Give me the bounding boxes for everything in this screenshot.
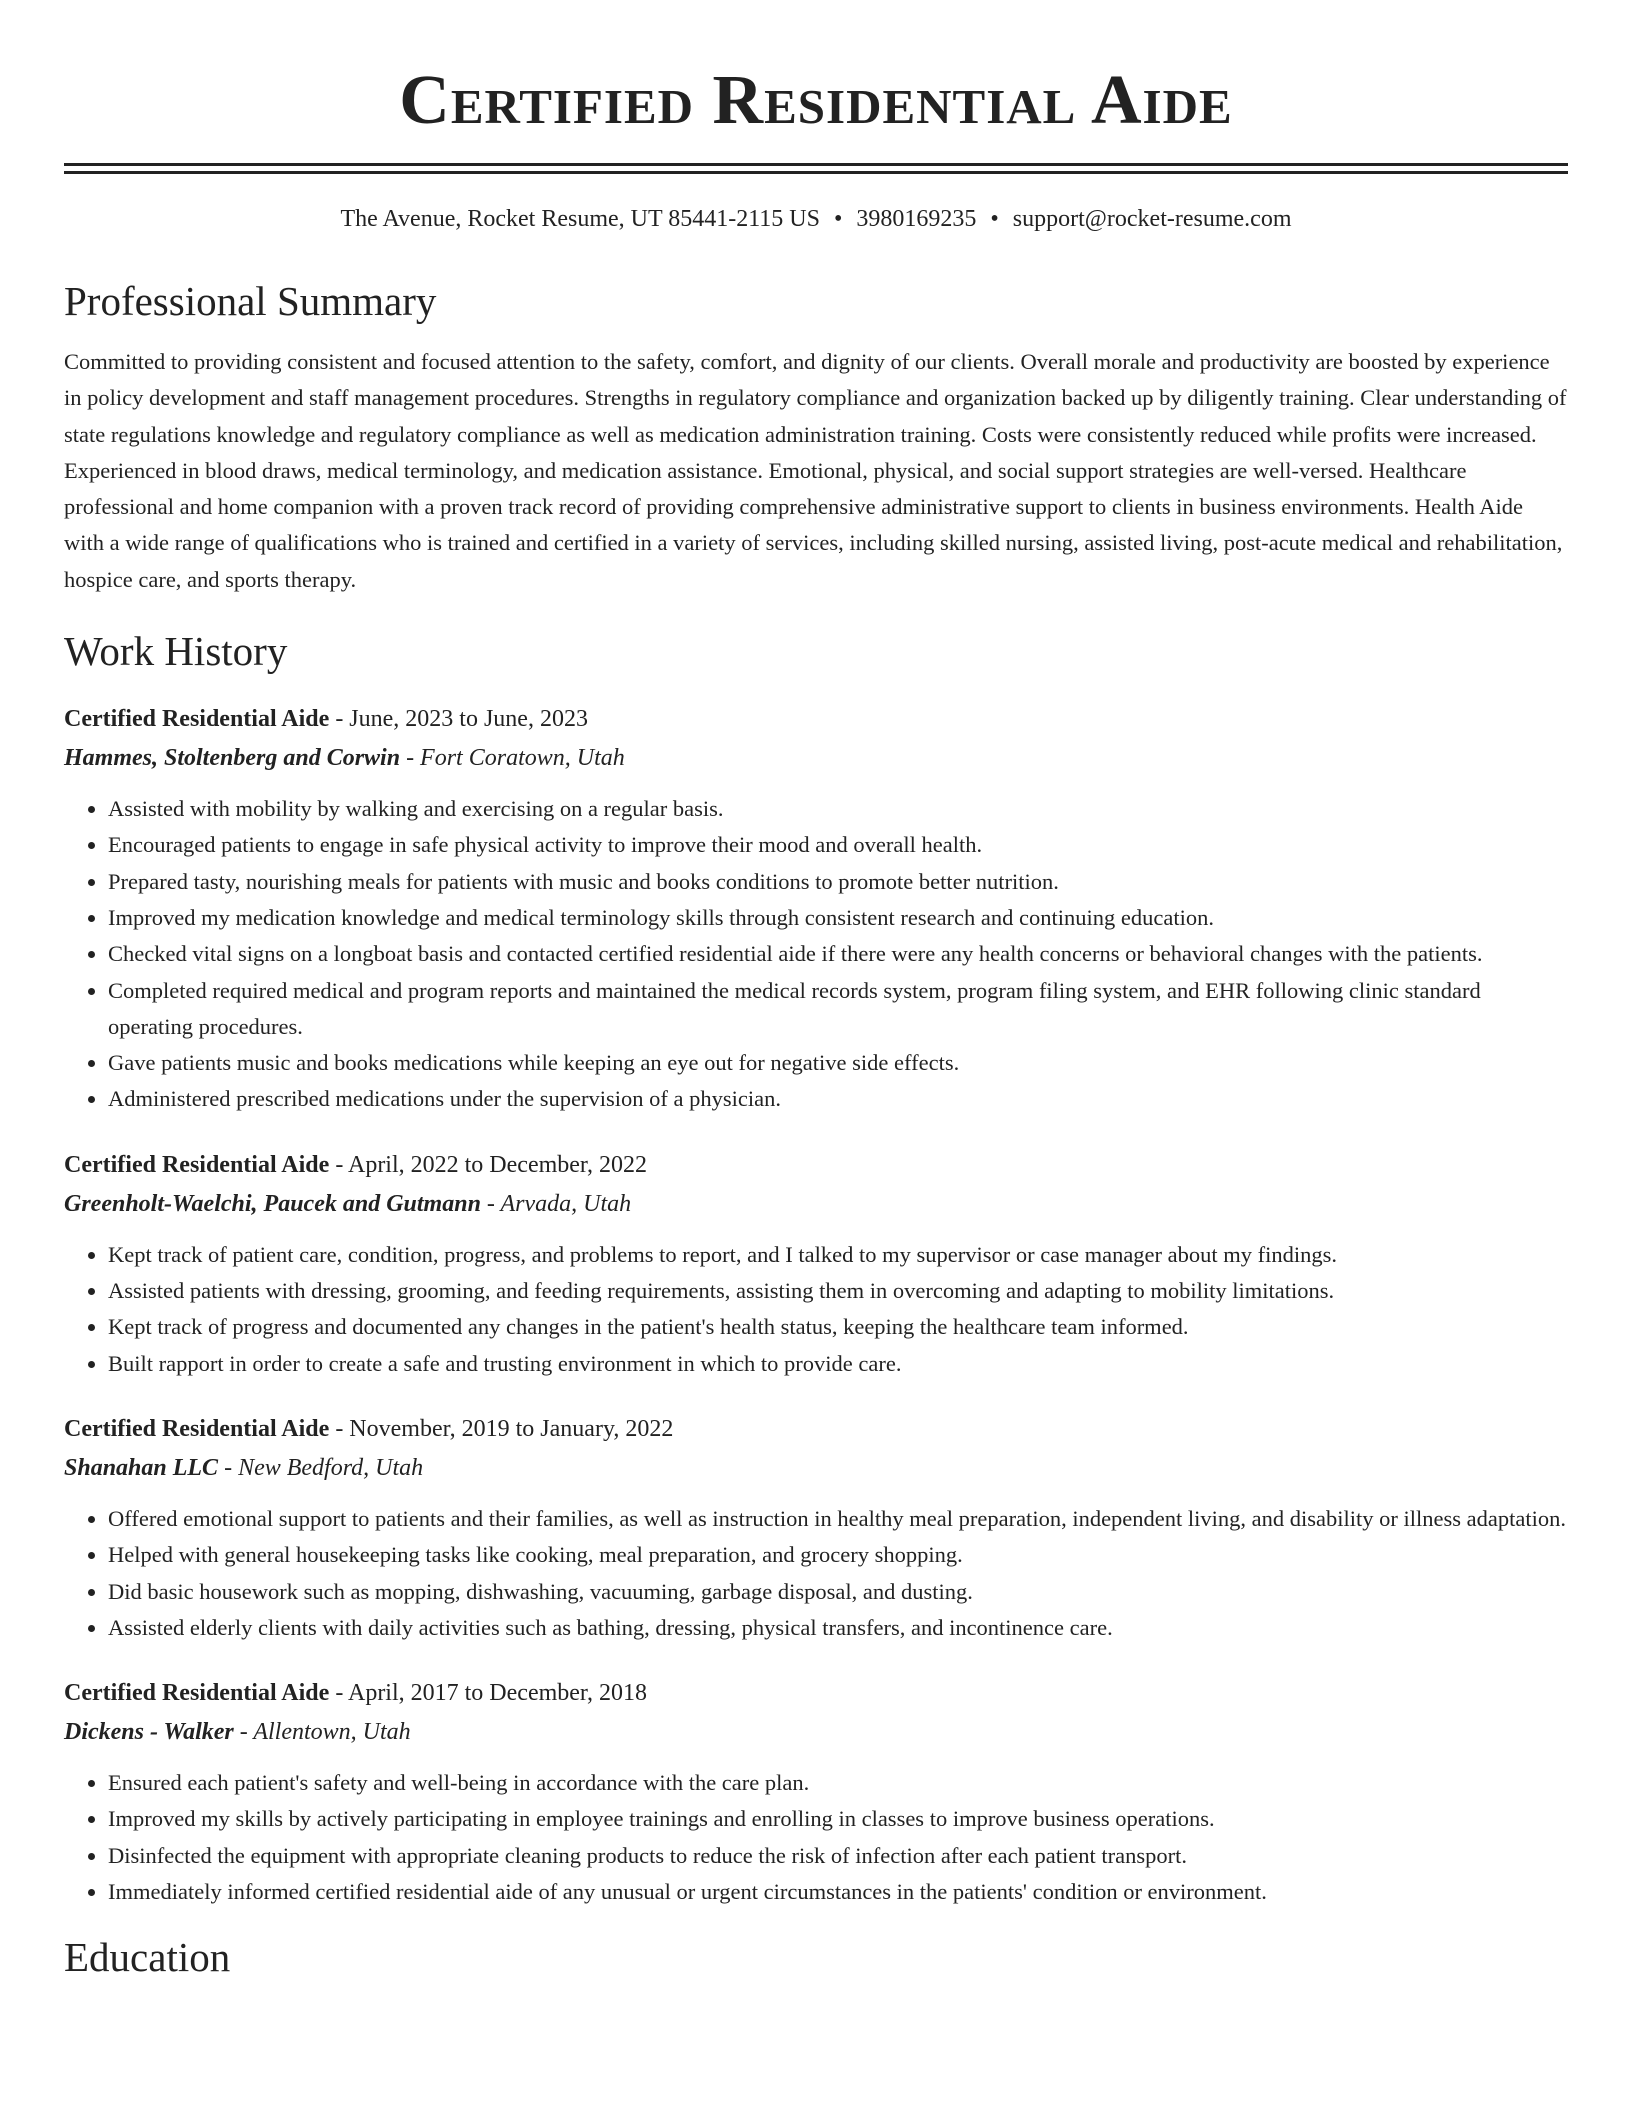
resume-page — [64, 0, 1568, 1982]
job-bullet: • Built rapport in order to create a safe and trusting environment in which to provide care. — [108, 1346, 1568, 1382]
job-bullet: • Ensured each patient's safety and well-being in accordance with the care plan. — [108, 1765, 1568, 1801]
job-bullet: • Kept track of patient care, condition, progress, and problems to report, and I talked to my supervisor or case manager about my findings. — [108, 1237, 1568, 1273]
job-bullets — [64, 1501, 1568, 1646]
job-entry — [64, 1410, 1568, 1646]
summary-heading: Professional Summary — [64, 278, 437, 324]
job-bullets — [64, 1765, 1568, 1910]
job-title: Certified Residential Aide — [64, 1415, 330, 1442]
job-employer — [64, 1713, 1568, 1751]
job-header — [64, 1674, 1568, 1712]
header-double-rule — [64, 163, 1568, 174]
job-dates: - June, 2023 to June, 2023 — [329, 706, 588, 733]
job-bullet: • Assisted patients with dressing, grooming, and feeding requirements, assisting them in overcoming and adapting to mobility limitations. — [108, 1273, 1568, 1309]
job-bullet: • Assisted elderly clients with daily activities such as bathing, dressing, physical transfers, and incontinence care. — [108, 1610, 1568, 1646]
job-company: Greenholt-Waelchi, Paucek and Gutmann — [64, 1190, 481, 1217]
job-bullet: • Disinfected the equipment with appropriate cleaning products to reduce the risk of infection after each patient transport. — [108, 1838, 1568, 1874]
job-bullets — [64, 791, 1568, 1118]
job-bullet: • Gave patients music and books medications while keeping an eye out for negative side effects. — [108, 1045, 1568, 1081]
contact-email[interactable]: support@rocket-resume.com — [1012, 206, 1292, 232]
job-title: Certified Residential Aide — [64, 1680, 330, 1707]
job-bullets — [64, 1237, 1568, 1382]
job-header — [64, 1146, 1568, 1184]
job-bullet: • Improved my skills by actively participating in employee trainings and enrolling in classes to improve business operations. — [108, 1801, 1568, 1837]
job-bullet: • Improved my medication knowledge and medical terminology skills through consistent research and continuing education. — [108, 900, 1568, 936]
contact-separator: • — [833, 206, 843, 232]
job-entry — [64, 1674, 1568, 1910]
job-header — [64, 700, 1568, 738]
job-bullet: • Assisted with mobility by walking and exercising on a regular basis. — [108, 791, 1568, 827]
job-employer — [64, 1449, 1568, 1487]
job-bullet: • Immediately informed certified residential aide of any unusual or urgent circumstances in the patients' condition or environment. — [108, 1874, 1568, 1910]
job-dates: - November, 2019 to January, 2022 — [329, 1415, 674, 1442]
job-company: Hammes, Stoltenberg and Corwin — [64, 745, 401, 772]
job-location: - Allentown, Utah — [233, 1719, 411, 1746]
job-bullet: • Administered prescribed medications under the supervision of a physician. — [108, 1081, 1568, 1117]
job-bullet: • Did basic housework such as mopping, dishwashing, vacuuming, garbage disposal, and dusting. — [108, 1574, 1568, 1610]
job-entry — [64, 1146, 1568, 1382]
job-location: - Arvada, Utah — [480, 1190, 632, 1217]
job-dates: - April, 2022 to December, 2022 — [329, 1151, 647, 1178]
job-bullet: • Offered emotional support to patients and their families, as well as instruction in healthy meal preparation, independent living, and disability or illness adaptation. — [108, 1501, 1568, 1537]
job-bullet: • Completed required medical and program reports and maintained the medical records system, program filing system, and EHR following clinic standard operating procedures. — [108, 973, 1568, 1046]
job-employer — [64, 739, 1568, 777]
job-location: - New Bedford, Utah — [218, 1454, 424, 1481]
job-bullet: • Checked vital signs on a longboat basis and contacted certified residential aide if there were any health concerns or behavioral changes with the patients. — [108, 936, 1568, 972]
job-dates: - April, 2017 to December, 2018 — [329, 1680, 647, 1707]
job-bullet: • Helped with general housekeeping tasks like cooking, meal preparation, and grocery shopping. — [108, 1537, 1568, 1573]
summary-text: Committed to providing consistent and focused attention to the safety, comfort, and dignity of our clients. Overall morale and productivity are boosted by experience in policy development and staff management procedures. Strengths in regulatory compliance and organization backed up by diligently training. Clear understanding of state regulations knowledge and regulatory compliance as well as medication administration training. Costs were consistently reduced while profits were increased. Experienced in blood draws, medical terminology, and medication assistance. Emotional, physical, and social support strategies are well-versed. Healthcare professional and home companion with a proven track record of providing comprehensive administrative support to clients in business environments. Health Aide with a wide range of qualifications who is trained and certified in a variety of services, including skilled nursing, assisted living, post-acute medical and rehabilitation, hospice care, and sports therapy. — [64, 349, 1567, 592]
job-bullet: • Prepared tasty, nourishing meals for patients with music and books conditions to promote better nutrition. — [108, 864, 1568, 900]
job-bullet: • Encouraged patients to engage in safe physical activity to improve their mood and overall health. — [108, 827, 1568, 863]
job-title: Certified Residential Aide — [64, 706, 330, 733]
work-history-heading: Work History — [64, 628, 288, 675]
contact-separator: • — [990, 206, 999, 232]
job-header — [64, 1410, 1568, 1448]
contact-phone: 3980169235 — [856, 206, 977, 232]
job-company: Shanahan LLC — [64, 1454, 219, 1481]
job-location: - Fort Coratown, Utah — [400, 745, 625, 772]
job-company: Dickens - Walker — [64, 1719, 234, 1746]
contact-address: The Avenue, Rocket Resume, UT 85441-2115 US — [340, 206, 820, 232]
job-entry — [64, 700, 1568, 1118]
job-title: Certified Residential Aide — [64, 1151, 330, 1178]
resume-name: Certified Residential Aide — [399, 62, 1233, 139]
education-heading: Education — [64, 1934, 231, 1981]
job-employer — [64, 1185, 1568, 1223]
job-bullet: • Kept track of progress and documented any changes in the patient's health status, keeping the healthcare team informed. — [108, 1309, 1568, 1345]
contact-line — [64, 202, 1568, 236]
